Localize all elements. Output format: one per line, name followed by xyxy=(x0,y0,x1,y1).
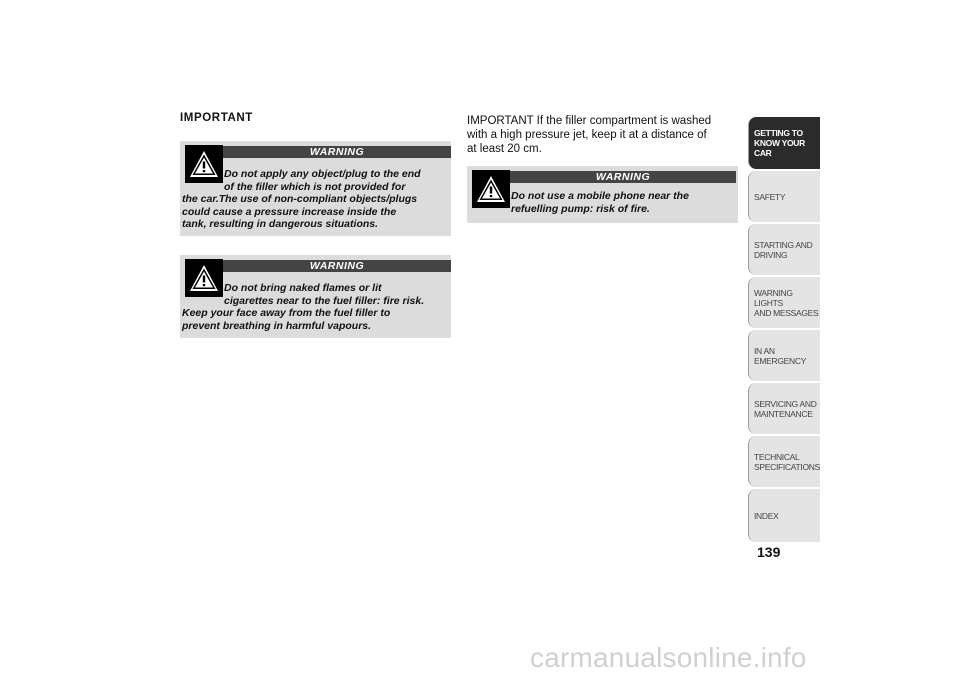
tab-label: MAINTENANCE xyxy=(754,408,813,419)
tab-label: DRIVING xyxy=(754,249,788,260)
warning-triangle-icon xyxy=(472,170,510,208)
page-number: 139 xyxy=(757,544,781,560)
tab-label: GETTING TO xyxy=(754,128,803,138)
warning-title: WARNING xyxy=(309,260,365,272)
tab-label: SERVICING AND xyxy=(754,398,817,409)
tab-label: WARNING LIGHTS xyxy=(754,287,793,308)
tab-label: TECHNICAL xyxy=(754,451,800,462)
tab-label: SPECIFICATIONS xyxy=(754,461,821,472)
warning-title: WARNING xyxy=(595,171,651,183)
warning-line: Do not use a mobile phone near the xyxy=(511,190,689,202)
warning-line: Do not apply any object/plug to the end xyxy=(224,168,421,180)
paragraph-line: IMPORTANT If the filler compartment is washed xyxy=(467,115,712,127)
filler-washing-paragraph xyxy=(467,114,732,156)
tab-label: INDEX xyxy=(754,510,779,521)
important-heading: IMPORTANT xyxy=(180,112,253,124)
warning-line: Do not bring naked flames or lit xyxy=(224,282,382,294)
watermark: carmanualsonline.info xyxy=(530,642,807,673)
warning-line: refuelling pump: risk of fire. xyxy=(511,202,650,215)
tab-servicing-and-maintenance[interactable] xyxy=(748,383,820,434)
warning-line: cigarettes near to the fuel filler: fire risk. xyxy=(224,294,425,307)
warning-text-indented xyxy=(511,190,689,215)
warning-title: WARNING xyxy=(309,146,365,158)
tab-starting-and-driving[interactable] xyxy=(748,224,820,275)
warning-line: could cause a pressure increase inside the xyxy=(182,205,397,218)
paragraph-line: at least 20 cm. xyxy=(467,143,542,155)
tab-index[interactable] xyxy=(748,489,820,542)
warning-line: of the filler which is not provided for xyxy=(224,180,406,193)
warning-line: prevent breathing in harmful vapours. xyxy=(182,319,372,332)
tab-label: SAFETY xyxy=(754,191,786,202)
tab-label: AND MESSAGES xyxy=(754,307,819,318)
warning-line: the car.The use of non-compliant objects/plugs xyxy=(182,193,418,205)
warning-text-full xyxy=(182,307,390,332)
tab-in-an-emergency[interactable] xyxy=(748,330,820,381)
warning-triangle-icon xyxy=(185,145,223,183)
warning-line: Keep your face away from the fuel filler to xyxy=(182,307,391,319)
tab-getting-to-know-your-car[interactable] xyxy=(748,117,820,169)
tab-label: IN AN EMERGENCY xyxy=(754,345,807,366)
tab-safety[interactable] xyxy=(748,171,820,222)
paragraph-line: with a high pressure jet, keep it at a distance of xyxy=(467,129,707,141)
tab-label: STARTING AND xyxy=(754,239,813,250)
warning-text-indented xyxy=(224,282,424,307)
tab-warning-lights[interactable] xyxy=(748,277,820,328)
warning-triangle-icon xyxy=(185,259,223,297)
warning-text-full xyxy=(182,193,417,231)
warning-text-indented xyxy=(224,168,421,193)
tab-technical-specifications[interactable] xyxy=(748,436,820,487)
tab-label: KNOW YOUR CAR xyxy=(754,138,805,158)
warning-line: tank, resulting in dangerous situations. xyxy=(182,218,379,231)
